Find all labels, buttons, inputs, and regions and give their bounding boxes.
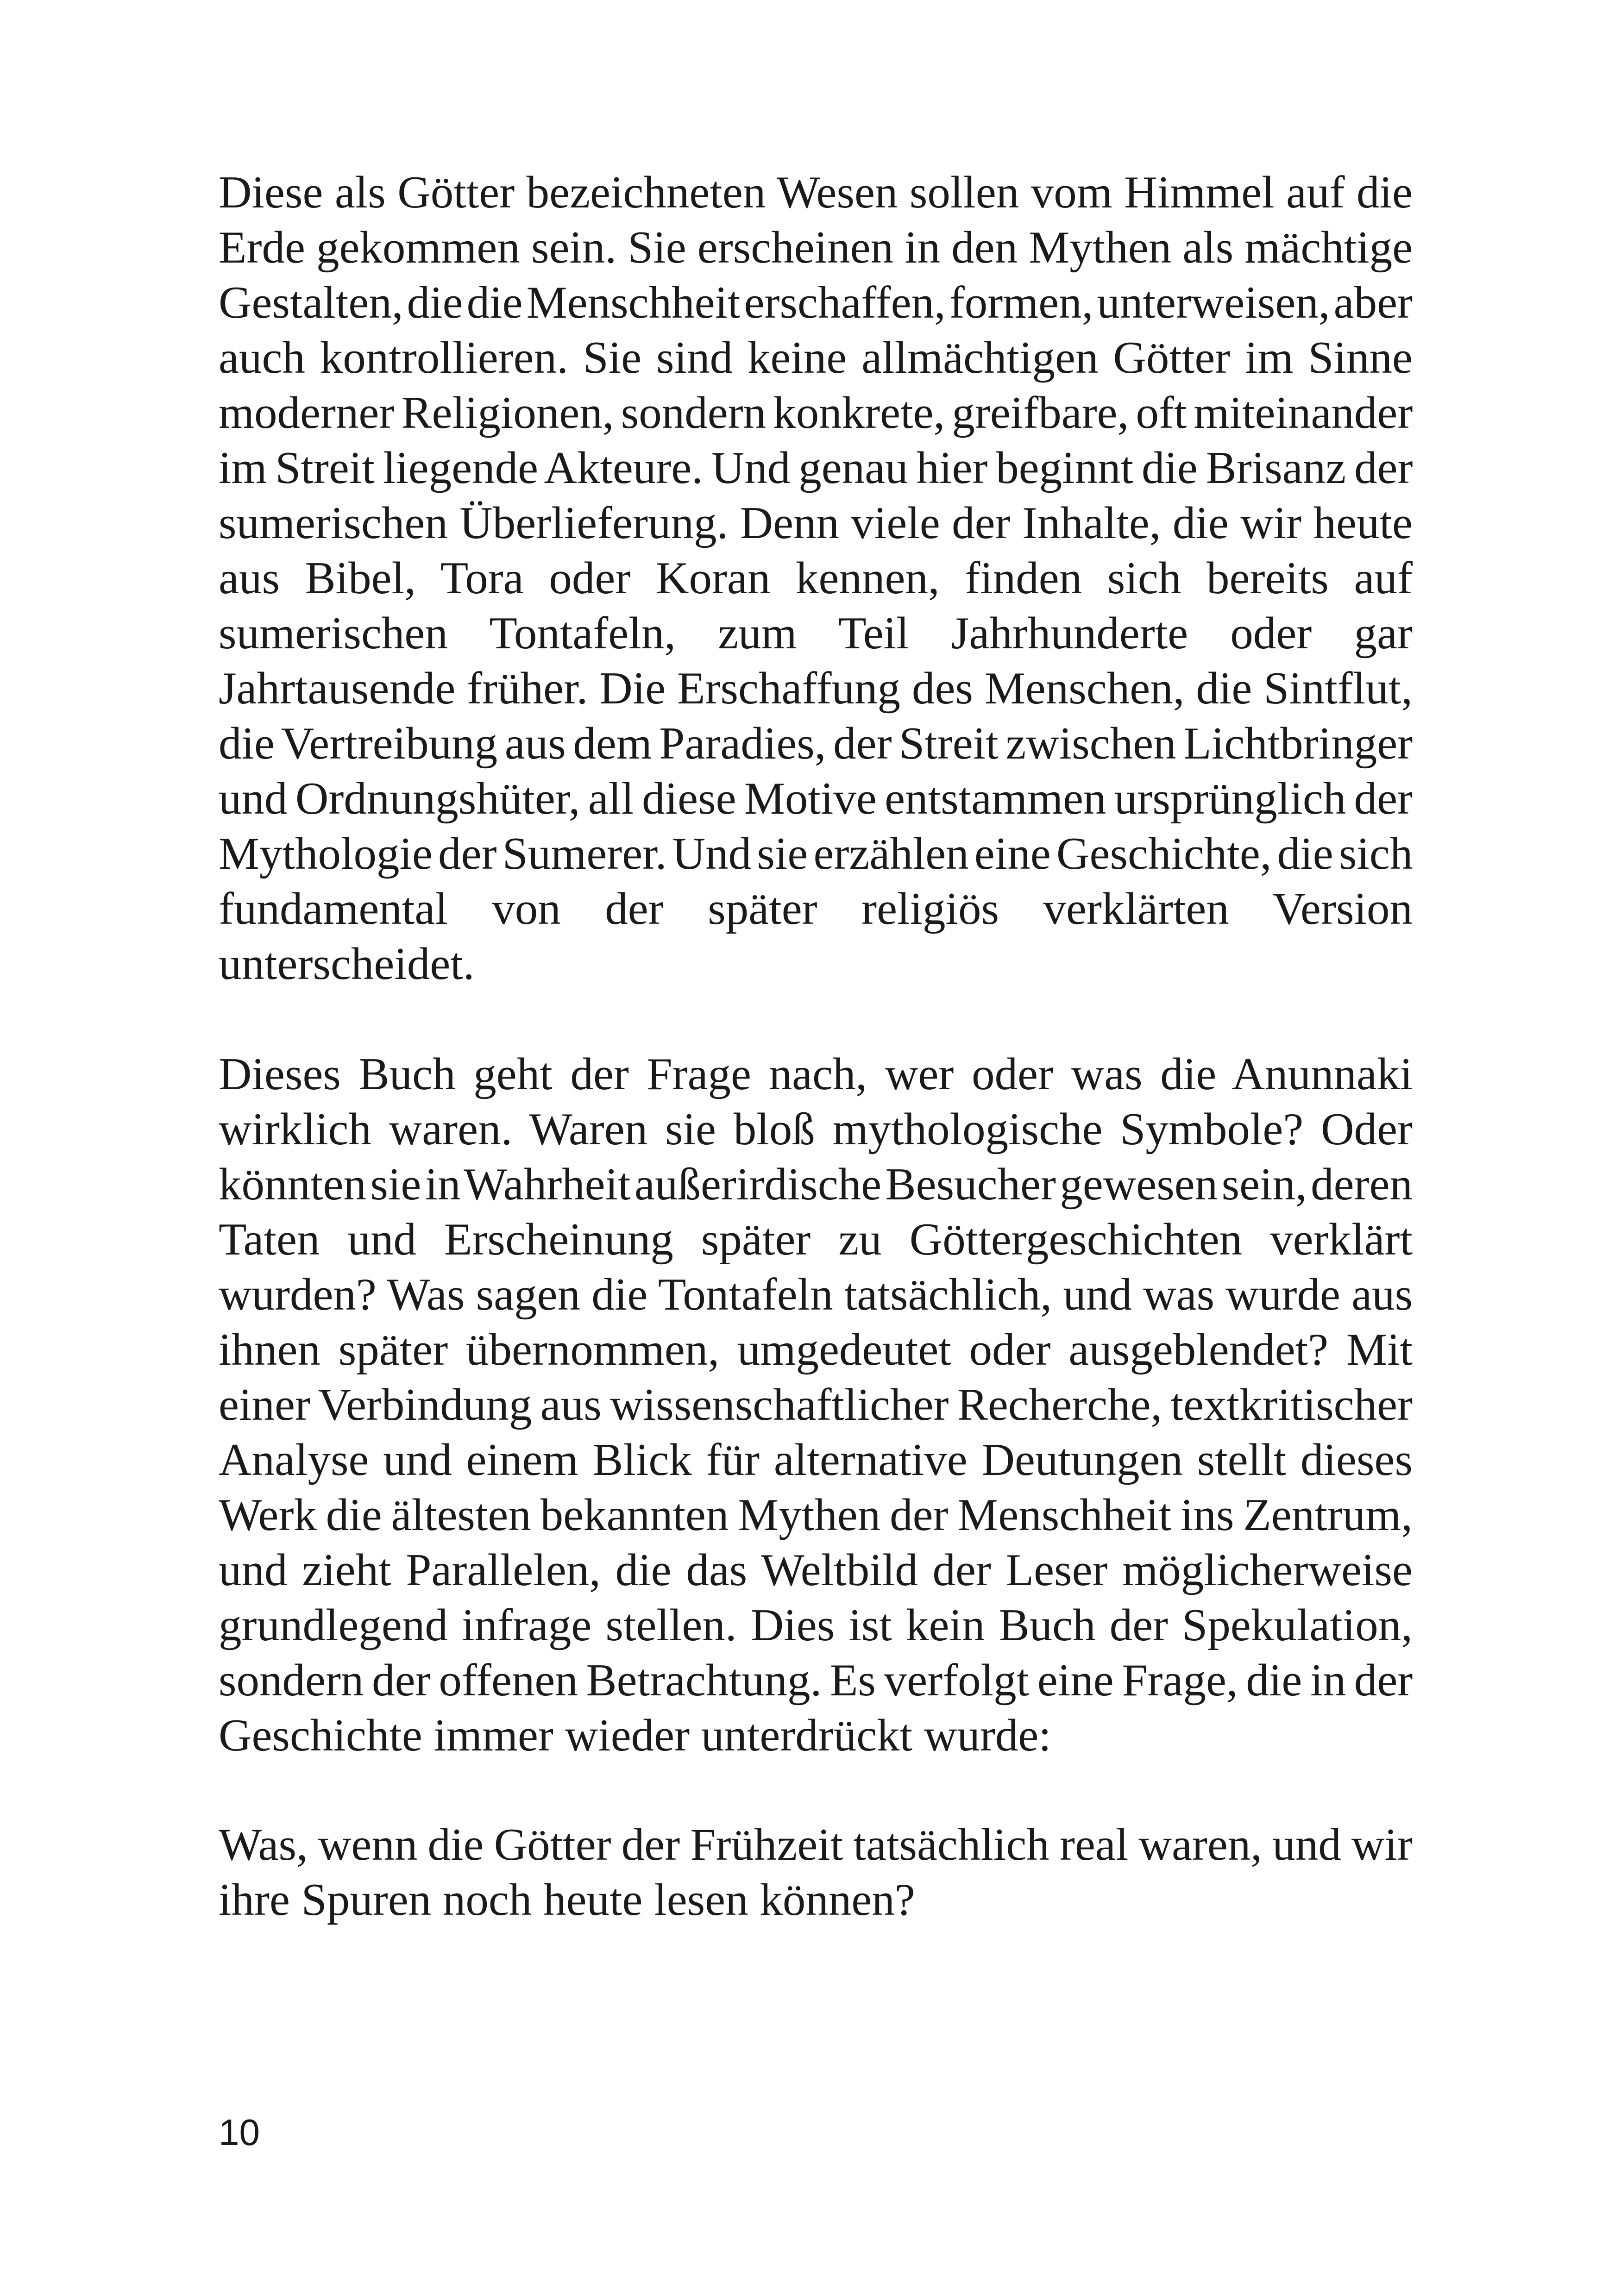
text-line: Taten und Erscheinung später zu Göttergeschichten verklärt	[219, 1214, 1413, 1265]
text-line: fundamental von der später religiös verklärten Version	[219, 884, 1413, 934]
text-line: Werk die ältesten bekannten Mythen der Menschheit ins Zentrum,	[219, 1490, 1413, 1540]
text-line: Diese als Götter bezeichneten Wesen sollen vom Himmel auf die	[219, 167, 1413, 218]
text-line: ihnen später übernommen, umgedeutet oder ausgeblendet? Mit	[219, 1324, 1413, 1375]
text-line: Dieses Buch geht der Frage nach, wer oder was die Anunnaki	[219, 1049, 1413, 1099]
text-line: Geschichte immer wieder unterdrückt wurde:	[219, 1710, 1051, 1761]
text-line: Jahrtausende früher. Die Erschaffung des Menschen, die Sintflut,	[219, 663, 1413, 714]
paragraph-1	[219, 165, 1413, 991]
paragraph-2	[219, 1047, 1413, 1763]
text-line: grundlegend infrage stellen. Dies ist kein Buch der Spekulation,	[219, 1600, 1413, 1650]
text-line: und zieht Parallelen, die das Weltbild der Leser möglicherweise	[219, 1545, 1413, 1595]
text-line: wirklich waren. Waren sie bloß mythologische Symbole? Oder	[219, 1104, 1413, 1154]
text-line: Was, wenn die Götter der Frühzeit tatsächlich real waren, und wir	[219, 1819, 1413, 1870]
text-line: unterscheidet.	[219, 939, 475, 989]
text-line: die Vertreibung aus dem Paradies, der Streit zwischen Lichtbringer	[219, 718, 1413, 769]
page-number: 10	[219, 2112, 260, 2153]
text-line: Analyse und einem Blick für alternative Deutungen stellt dieses	[219, 1435, 1413, 1485]
text-line: auch kontrollieren. Sie sind keine allmächtigen Götter im Sinne	[219, 332, 1413, 383]
text-line: wurden? Was sagen die Tontafeln tatsächlich, und was wurde aus	[219, 1269, 1413, 1320]
text-line: sumerischen Überlieferung. Denn viele der Inhalte, die wir heute	[219, 498, 1413, 548]
text-line: sondern der offenen Betrachtung. Es verfolgt eine Frage, die in der	[219, 1655, 1413, 1706]
text-line: könnten sie in Wahrheit außerirdische Besucher gewesen sein, deren	[219, 1159, 1413, 1210]
text-line: einer Verbindung aus wissenschaftlicher Recherche, textkritischer	[219, 1380, 1413, 1430]
text-line: und Ordnungshüter, all diese Motive entstammen ursprünglich der	[219, 773, 1413, 824]
text-line: ihre Spuren noch heute lesen können?	[219, 1875, 915, 1925]
text-line: sumerischen Tontafeln, zum Teil Jahrhunderte oder gar	[219, 608, 1413, 659]
text-line: moderner Religionen, sondern konkrete, greifbare, oft miteinander	[219, 388, 1413, 438]
text-line: Mythologie der Sumerer. Und sie erzählen eine Geschichte, die sich	[219, 828, 1413, 879]
paragraph-3	[219, 1817, 1413, 1927]
text-line: Erde gekommen sein. Sie erscheinen in den Mythen als mächtige	[219, 222, 1413, 273]
text-line: im Streit liegende Akteure. Und genau hier beginnt die Brisanz der	[219, 443, 1413, 493]
text-line: aus Bibel, Tora oder Koran kennen, finden sich bereits auf	[219, 553, 1413, 603]
text-line: Gestalten, die die Menschheit erschaffen, formen, unterweisen, aber	[219, 277, 1413, 328]
